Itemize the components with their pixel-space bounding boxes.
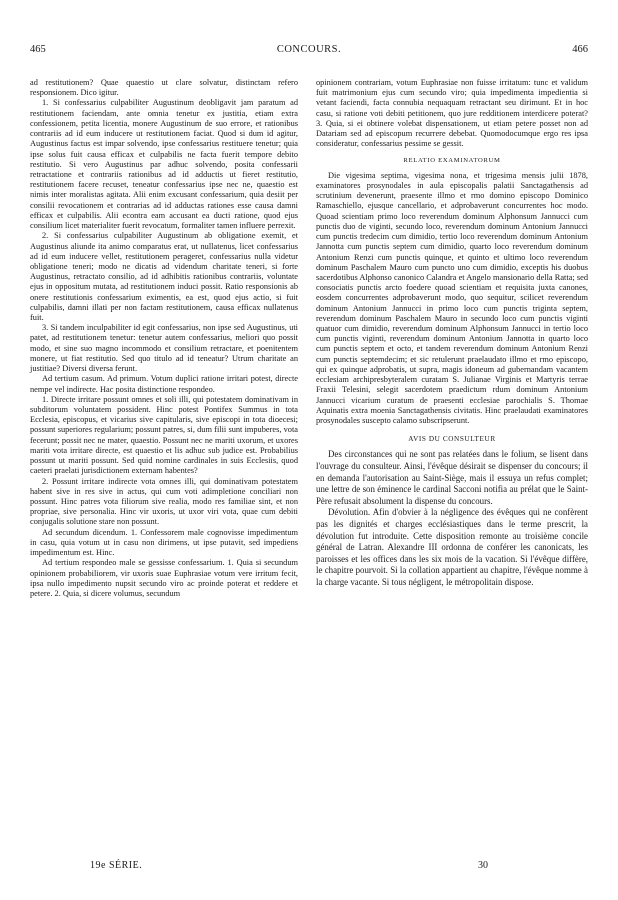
paragraph: Ad tertium respondeo male se gessisse confessarium. 1. Quia si secundum opinionem probabiliorem, vir uxoris suae Euphrasiae votum vere irritum fecit, ipsa nullo impedimento nupsit secundo viro ac proinde poterat et reddere et petere. 2. Quia, si dicere volumus, secundum: [30, 558, 298, 598]
left-page-number: 465: [30, 44, 46, 55]
paragraph: Die vigesima septima, vigesima nona, et trigesima mensis julii 1878, examinatores prosynodales in aula episcopalis palatii Sanctagathensis ad scrutinium devenerunt, praesente illmo et rmo domino episcopo Dominico Ramaschiello, ejusque cancellario, et adprobaverunt concurrentes hoc modo. Quoad scientiam primo loco reverendum dominum Alphonsum Jannucci cum punctis duo de viginti, secundo loco, reverendum dominum Antonium Jannucci cum punctis tredecim cum dimidio, tertio loco reverendum dominum Antonium Jannotta cum punctis septem cum dimidio, quarto loco reverendum dominum Antonium Renzi cum punctis quinque, et quinto et ultimo loco reverendum dominum Paschalem Mauro cum puncto uno cum dimidio, exceptis his duobus sacerdotibus Alphonso canonico Calandra et Angelo mansionario della Ratta; sed consociatis punctis arcto foedere quoad scientiam et requisita juxta canones, eosdem concurrentes adprobaverunt modo, quo sequitur, scilicet reverendum dominum Antonium Jannucci in primo loco cum punctis triginta septem, reverendum dominum Paschalem Mauro in secundo loco cum punctis viginti quatuor cum dimidio, reverendum dominum Alphonsum Jannucci in tertio loco cum punctis viginti, reverendum dominum Antonium Jannotta in quarto loco cum punctis septem et octo, et tandem reverendum dominum Antonium Renzi cum punctis septemdecim; et sic retulerunt praelaudato illmo et rmo episcopo, qui ex quinque adprobatis, ut supra, magis idoneum ad gubernandam vacantem ecclesiam archipresbyteralem curatam S. Julianae Virginis et Martyris terrae Fraxii Telesini, selegit sacerdotem praedictum rdum dominum Antonium Jannucci vicarium curatum de praesenti ecclesiae parochialis S. Thomae Aquinatis extra moenia Sanctagathensis civitatis. Hinc praelaudati examinatores prosynodales suscepto calamo subscripserunt.: [316, 170, 588, 425]
paragraph: 3. Si tandem inculpabiliter id egit confessarius, non ipse sed Augustinus, uti patet, ad restitutionem tenetur: tenetur autem confessarius, meliori quo possit modo, et sine suo magno incommodo et consilium retractare, et poenitentem monere, ut fiat restitutio. Sed quo titulo ad id teneatur? Utrum charitate an justitiae? Diversi diversa ferunt.: [30, 323, 298, 374]
paragraph: Des circonstances qui ne sont pas relatées dans le folium, se lisent dans l'ouvrage du consulteur. Ainsi, l'évêque désirait se dispenser du concours; il en demanda l'autorisation au Saint-Siège, mais il essuya un refus complet; une lettre de son éminence le cardinal Sacconi notifia au prélat que le Saint-Père refusait absolument la dispense du concours.: [316, 449, 588, 506]
right-page-number: 466: [572, 44, 588, 55]
right-column: [316, 78, 588, 589]
paragraph: 2. Si confessarius culpabiliter Augustinum ab obligatione exemit, et Augustinus aliunde ita animo comparatus erat, ut nullatenus, licet confessarius ad id eum inducere vellet, restitutionem perageret, confessarius nulla videtur obligatione teneri; modo ne dicatis ad videndum charitate teneri, si forte Augustinus, retractato consilio, ad id adhibitis rationibus contrariis, voluntate ejus in oppositum mutata, ad restitutionem induci possit. Ratio responsionis ab onere restitutionis confessarium eximentis, ea est, quod ejus actio, si fuit culpabilis, damni illati per non factam restitutionem, causa efficax nullatenus fuit.: [30, 231, 298, 323]
running-header: [30, 44, 588, 60]
signature-number: 30: [478, 860, 488, 871]
paragraph: 1. Si confessarius culpabiliter Augustinum deobligavit jam paratum ad restitutionem faciendam, ante omnia tenetur ex justitia, etiam extra confessionem, petita licentia, monere Augustinum de suo errore, et rationibus contrariis ad id eum inducere ut restitutionem faciat. Quod si dum id agitur, Augustinus factus est impar solvendo, ipse confessarius restituere tenetur; quia ipse solus fuit causa efficax et culpabilis ne facta fuerit tempore debito restitutio. Si vero Augustinus par adhuc solvendo, posita confessarii retractatione et contrariis rationibus ad id adductis ut fieret restitutio, restitutionem facere recuset, teneatur confessarius ipse nec ne, quaestio est nimis inter moralistas agitata. Alii enim excusant confessarium, quia desiit per consilii revocationem et contrarias ad id adductas rationes esse causa damni efficax et culpabilis. Alii econtra eam accusant ea ducti ratione, quod ejus consilium licet materialiter fuerit revocatum, formaliter tamen influere perrexit.: [30, 98, 298, 231]
running-title: CONCOURS.: [276, 44, 342, 55]
paragraph: 1. Directe irritare possunt omnes et soli illi, qui potestatem dominativam in subditorum voluntatem possident. Hinc potest Pontifex Summus in tota Ecclesia, episcopus, et vicarius sive capitularis, sive episcopi in tota dioecesi; possunt superiores regularium; possunt patres, si, dum filii sunt impuberes, vota fecerunt; possit nec ne mater, quaestio. Possunt nec ne mariti uxorum, et uxores mariti vota irritare directe, est quaestio et lis adhuc sub judice est. Probabilius possunt ut mariti possunt. Sed quid nomine cardinales in suis Ecclesiis, quod caeteri praelati jurisdictionem externam habentes?: [30, 394, 298, 476]
paragraph: Ad tertium casum. Ad primum. Votum duplici ratione irritari potest, directe nempe vel indirecte. Hac posita distinctione respondeo.: [30, 374, 298, 394]
paragraph: Dévolution. Afin d'obvier à la négligence des évêques qui ne confèrent pas les dignités et charges ecclésiastiques dans le terme prescrit, la dévolution fut introduite. Cette disposition remonte au troisième concile général de Latran. Alexandre III ordonna de conférer les canonicats, les paroisses et les offices dans les six mois de la vacation. Si l'évêque diffère, le chapitre pourvoit. Si la collation appartient au chapitre, l'évêque nomme à la charge vacante. Si tous négligent, le métropolitain dispose.: [316, 507, 588, 587]
paragraph: 2. Possunt irritare indirecte vota omnes illi, qui dominativam potestatem habent sive in res sive in actus, qui cum voti adimpletione conciliari non possunt. Hinc patres vota filiorum sive realia, modo res familiae sint, et non propriae, sive personalia. Hinc vir uxoris, ut uxor viri vota, quae cum debiti conjugalis solutione stare non possunt.: [30, 476, 298, 527]
series-label: 19e SÉRIE.: [90, 860, 143, 871]
page-footer: [30, 860, 588, 876]
section-heading-relatio: RELATIO EXAMINATORUM: [403, 156, 501, 164]
left-column: [30, 78, 298, 599]
paragraph: Ad secundum dicendum. 1. Confessorem male cognovisse impedimentum in casu, quia votum ut in casu non dirimens, ut ipse putavit, sed impediens impedimentum est. Hinc.: [30, 527, 298, 558]
section-heading-avis: AVIS DU CONSULTEUR: [408, 435, 496, 444]
paragraph: opinionem contrariam, votum Euphrasiae non fuisse irritatum: tunc et validum fuit matrimonium ejus cum secundo viro; quia impedimenta impedientia si vetant faciendi, facta connubia nequaquam retractant seu dirimunt. Et in hoc casu, si ratione voti debiti petitionem, quo jure redditionem interdicere poterat? 3. Quia, si ei obtinere volebat dispensationem, ut etiam petere posset non ad Datariam sed ad episcopum recurrere debebat. Quomodocumque ergo res ipsa consideratur, confessarius pessime se gessit.: [316, 78, 588, 149]
paragraph: ad restitutionem? Quae quaestio ut clare solvatur, distinctam refero responsionem. Dico igitur.: [30, 78, 298, 98]
